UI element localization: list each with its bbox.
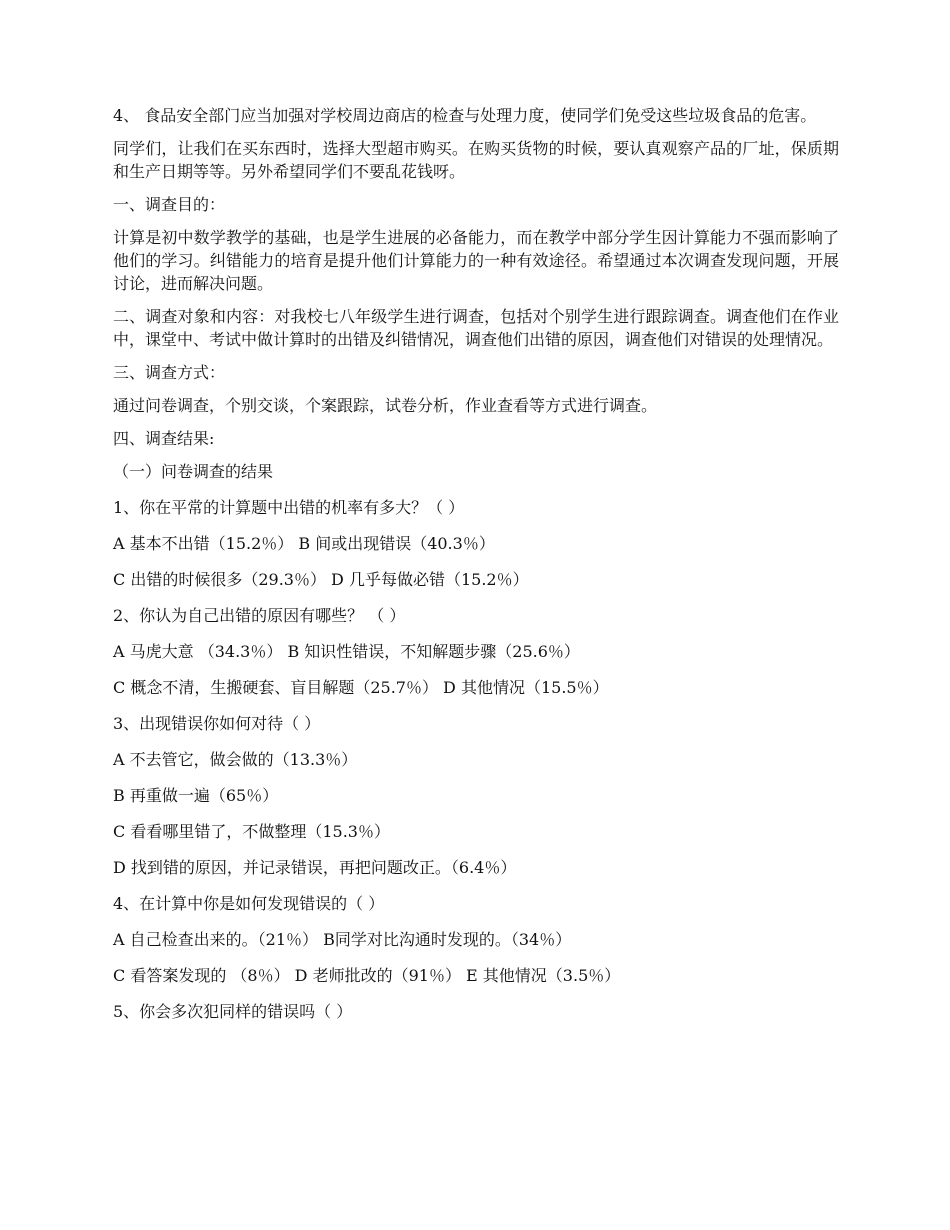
question-3-option-c: C 看看哪里错了，不做整理（15.3％） [113, 822, 390, 841]
paragraph-survey-purpose: 计算是初中数学教学的基础，也是学生进展的必备能力，而在教学中部分学生因计算能力不强而影响了他们的学习。纠错能力的培育是提升他们计算能力的一种有效途径。希望通过本次调查发现问题，开展讨论，进而解决问题。 [113, 228, 839, 293]
heading-survey-purpose: 一、调查目的： [113, 195, 226, 214]
question-4-options-ab: A 自己检查出来的。（21％） B同学对比沟通时发现的。（34％） [113, 930, 572, 949]
paragraph-survey-subjects: 二、调查对象和内容：对我校七八年级学生进行调查，包括对个别学生进行跟踪调查。调查他们在作业中，课堂中、考试中做计算时的出错及纠错情况，调查他们出错的原因，调查他们对错误的处理情况。 [113, 307, 839, 349]
document-page [113, 104, 839, 1036]
paragraph-survey-method: 通过问卷调查，个别交谈，个案跟踪，试卷分析，作业查看等方式进行调查。 [113, 396, 658, 415]
paragraph-food-safety: 4、 食品安全部门应当加强对学校周边商店的检查与处理力度，使同学们免受这些垃圾食品的危害。 [113, 106, 817, 125]
heading-survey-method: 三、调查方式： [113, 363, 226, 382]
question-2-options-ab: A 马虎大意 （34.3％） B 知识性错误，不知解题步骤（25.6％） [113, 642, 580, 661]
question-1-options-ab: A 基本不出错（15.2％） B 间或出现错误（40.3％） [113, 534, 495, 553]
question-3: 3、出现错误你如何对待（ ） [113, 714, 321, 733]
question-1-options-cd: C 出错的时候很多（29.3％） D 几乎每做必错（15.2％） [113, 570, 529, 589]
heading-survey-results: 四、调查结果: [113, 429, 215, 448]
question-4: 4、在计算中你是如何发现错误的（ ） [113, 894, 385, 913]
subheading-questionnaire-results: （一）问卷调查的结果 [113, 462, 274, 481]
question-3-option-d: D 找到错的原因，并记录错误，再把问题改正。（6.4％） [113, 858, 517, 877]
question-1: 1、你在平常的计算题中出错的机率有多大？（ ） [113, 498, 465, 517]
paragraph-shopping-advice: 同学们，让我们在买东西时，选择大型超市购买。在购买货物的时候，要认真观察产品的厂址，保质期和生产日期等等。另外希望同学们不要乱花钱呀。 [113, 139, 839, 181]
question-3-option-a: A 不去管它，做会做的（13.3％） [113, 750, 358, 769]
question-3-option-b: B 再重做一遍（65％） [113, 786, 279, 805]
question-4-options-cde: C 看答案发现的 （8％） D 老师批改的（91％） E 其他情况（3.5％） [113, 966, 621, 985]
question-2: 2、你认为自己出错的原因有哪些？ （ ） [113, 606, 406, 625]
question-2-options-cd: C 概念不清，生搬硬套、盲目解题（25.7％） D 其他情况（15.5％） [113, 678, 609, 697]
question-5: 5、你会多次犯同样的错误吗（ ） [113, 1002, 353, 1021]
